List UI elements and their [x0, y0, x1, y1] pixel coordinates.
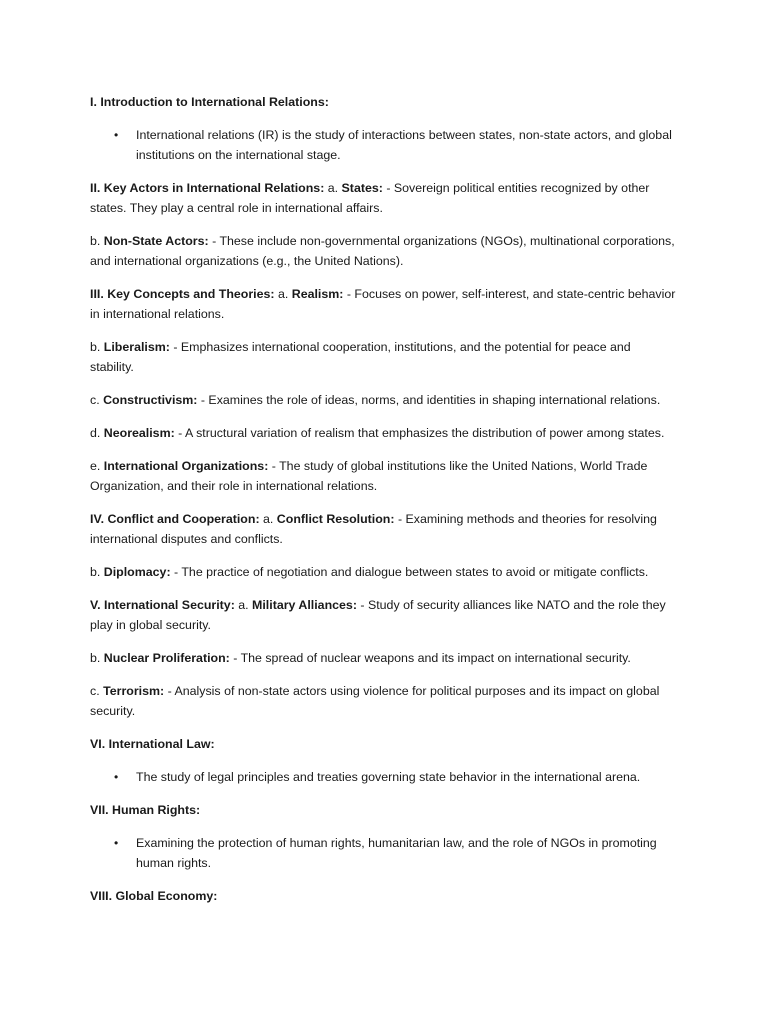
- section-heading-text: VI. International Law:: [90, 737, 215, 751]
- term-definition: - Sovereign political entities recognized by other states. They play a central role in international affairs.: [90, 181, 653, 215]
- item-letter: d.: [90, 426, 104, 440]
- term-definition: - Examining methods and theories for resolving international disputes and conflicts.: [90, 512, 661, 546]
- term-label: Terrorism:: [103, 684, 165, 698]
- definition-paragraph: [90, 509, 676, 549]
- section-heading-text: II. Key Actors in International Relations:: [90, 181, 325, 195]
- term-definition: - Emphasizes international cooperation, institutions, and the potential for peace and stability.: [90, 340, 635, 374]
- bullet-text: International relations (IR) is the study of interactions between states, non-state actors, and global institutions on the international stage.: [136, 128, 672, 162]
- term-definition: - A structural variation of realism that emphasizes the distribution of power among states.: [174, 426, 665, 440]
- item-letter: e.: [90, 459, 104, 473]
- definition-paragraph: [90, 562, 676, 582]
- section-heading-text: IV. Conflict and Cooperation:: [90, 512, 260, 526]
- term-label: Military Alliances:: [252, 598, 357, 612]
- item-letter: a.: [274, 287, 292, 301]
- section-heading-text: I. Introduction to International Relations:: [90, 95, 329, 109]
- term-label: Conflict Resolution:: [276, 512, 395, 526]
- bullet-icon: •: [114, 770, 119, 784]
- section-heading: [90, 886, 676, 906]
- definition-paragraph: [90, 337, 676, 377]
- term-label: Constructivism:: [103, 393, 198, 407]
- item-letter: b.: [90, 651, 104, 665]
- term-label: Nuclear Proliferation:: [103, 651, 230, 665]
- section-heading: [90, 734, 676, 754]
- term-definition: - Examines the role of ideas, norms, and identities in shaping international relations.: [197, 393, 661, 407]
- definition-paragraph: [90, 681, 676, 721]
- term-definition: - The practice of negotiation and dialogue between states to avoid or mitigate conflicts.: [170, 565, 649, 579]
- term-label: Neorealism:: [103, 426, 175, 440]
- term-definition: - These include non-governmental organizations (NGOs), multinational corporations, and international organizations (e.g., the United Nations).: [90, 234, 679, 268]
- term-label: Non-State Actors:: [103, 234, 209, 248]
- item-letter: b.: [90, 340, 104, 354]
- definition-paragraph: [90, 456, 676, 496]
- bullet-icon: •: [114, 836, 119, 850]
- section-heading-text: V. International Security:: [90, 598, 235, 612]
- term-definition: - The spread of nuclear weapons and its impact on international security.: [229, 651, 631, 665]
- document-page: [90, 92, 679, 919]
- term-label: International Organizations:: [103, 459, 269, 473]
- section-heading-text: VIII. Global Economy:: [90, 889, 218, 903]
- bullet-item: [90, 833, 676, 873]
- item-letter: a.: [324, 181, 342, 195]
- bullet-text: The study of legal principles and treaties governing state behavior in the international arena.: [136, 770, 641, 784]
- definition-paragraph: [90, 423, 676, 443]
- section-heading-text: VII. Human Rights:: [90, 803, 201, 817]
- term-label: Realism:: [291, 287, 344, 301]
- definition-paragraph: [90, 178, 676, 218]
- term-definition: - Focuses on power, self-interest, and state-centric behavior in international relations.: [90, 287, 679, 321]
- definition-paragraph: [90, 231, 679, 271]
- item-letter: a.: [234, 598, 253, 612]
- section-heading-text: III. Key Concepts and Theories:: [90, 287, 275, 301]
- term-label: Diplomacy:: [103, 565, 171, 579]
- section-heading: [90, 92, 676, 112]
- term-label: States:: [341, 181, 383, 195]
- item-letter: b.: [90, 234, 104, 248]
- bullet-item: [90, 767, 676, 787]
- item-letter: c.: [90, 684, 104, 698]
- section-heading: [90, 800, 676, 820]
- definition-paragraph: [90, 595, 676, 635]
- bullet-item: [90, 125, 676, 165]
- bullet-text: Examining the protection of human rights, humanitarian law, and the role of NGOs in promoting human rights.: [136, 836, 657, 870]
- term-definition: - Study of security alliances like NATO and the role they play in global security.: [90, 598, 670, 632]
- definition-paragraph: [90, 390, 676, 410]
- definition-paragraph: [90, 648, 676, 668]
- term-definition: - Analysis of non-state actors using violence for political purposes and its impact on global security.: [90, 684, 663, 718]
- bullet-icon: •: [114, 128, 119, 142]
- item-letter: c.: [90, 393, 104, 407]
- term-label: Liberalism:: [103, 340, 170, 354]
- term-definition: - The study of global institutions like the United Nations, World Trade Organization, and their role in international relations.: [90, 459, 651, 493]
- item-letter: b.: [90, 565, 104, 579]
- item-letter: a.: [259, 512, 277, 526]
- definition-paragraph: [90, 284, 679, 324]
